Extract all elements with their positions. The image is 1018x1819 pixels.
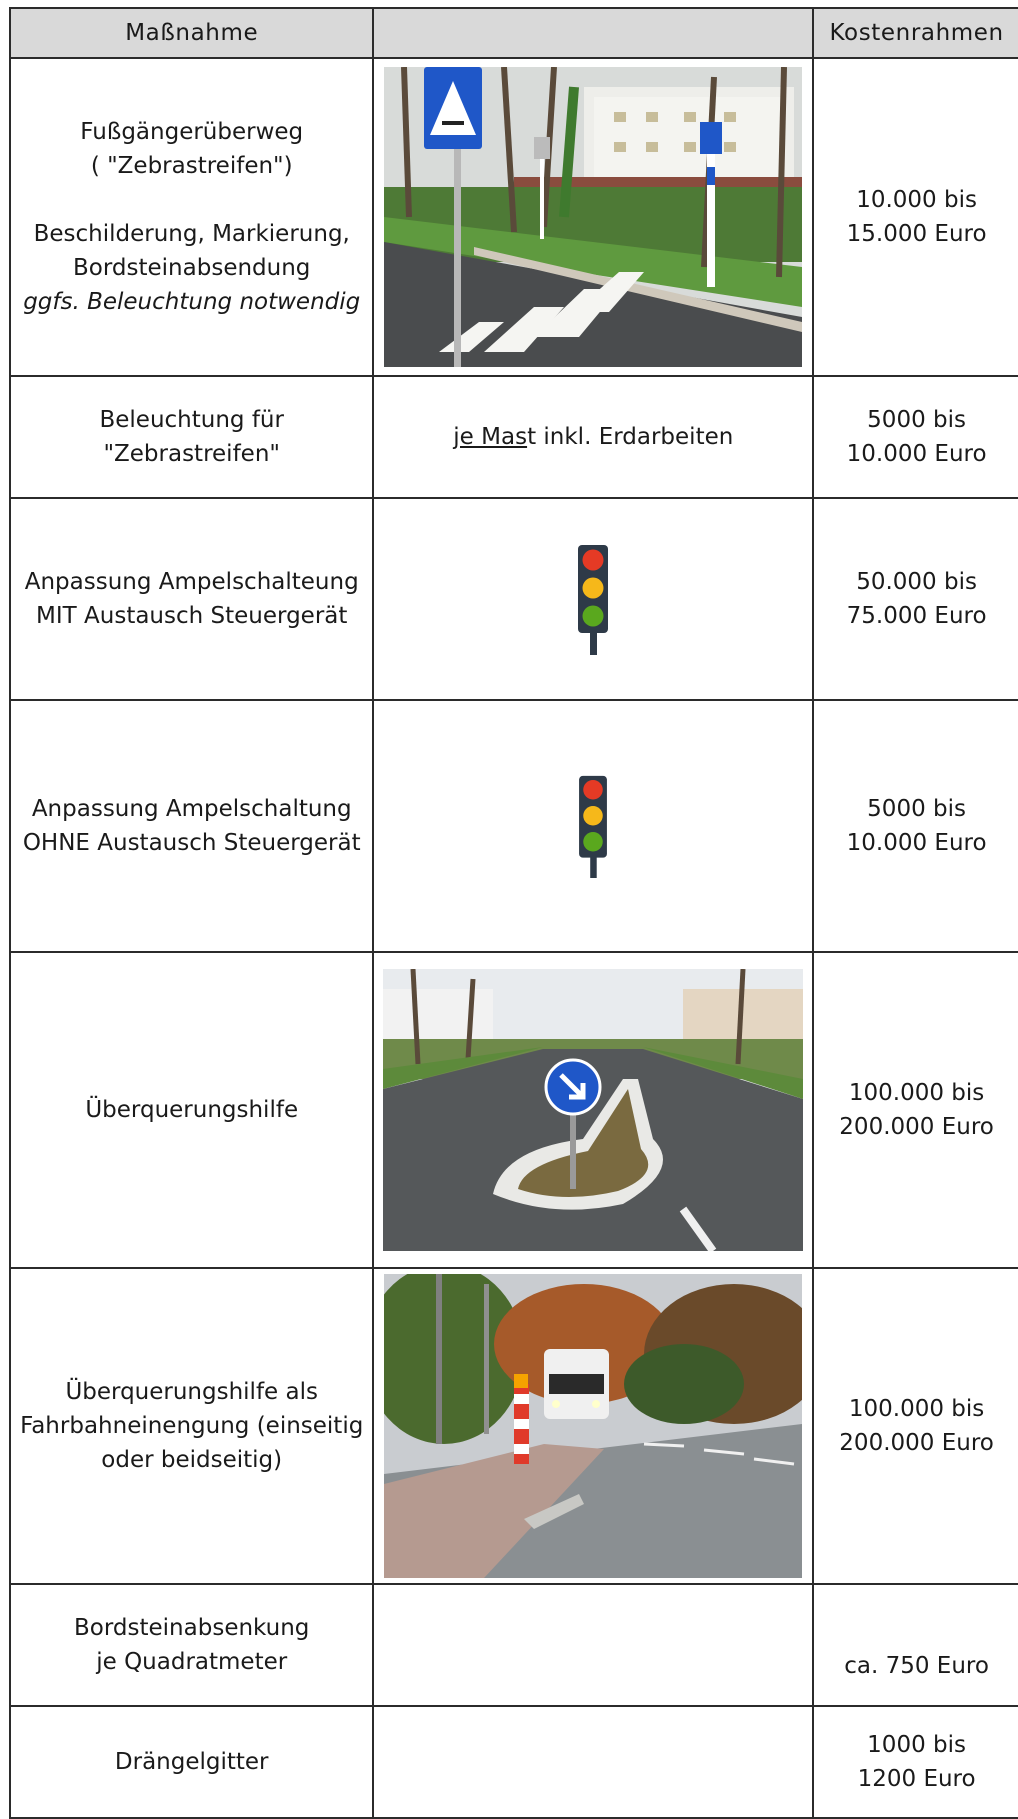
cost-cell (813, 498, 1018, 700)
traffic-light-icon (577, 774, 609, 878)
image-cell (373, 1268, 813, 1584)
cost-text: 200.000 Euro (839, 1430, 994, 1456)
traffic-light-icon (577, 543, 609, 655)
photo-zebra-crossing (384, 67, 802, 367)
photo-traffic-island (383, 969, 803, 1251)
table-row (10, 700, 1018, 952)
measure-text: Bordsteinabsendung (73, 255, 311, 281)
measure-text: ( "Zebrastreifen") (90, 153, 293, 179)
cost-table (9, 7, 1018, 1819)
measure-cell (10, 700, 373, 952)
cost-text: 1000 bis (867, 1732, 966, 1758)
table-row (10, 58, 1018, 376)
cost-text: 15.000 Euro (846, 221, 987, 247)
cost-text: 100.000 bis (848, 1396, 985, 1422)
measure-cell (10, 376, 373, 498)
image-cell (373, 58, 813, 376)
cost-text: 100.000 bis (848, 1080, 985, 1106)
table-row (10, 1584, 1018, 1706)
cost-text: 200.000 Euro (839, 1114, 994, 1140)
measure-text: Überquerungshilfe als (65, 1379, 318, 1405)
cost-text: 10.000 bis (856, 187, 977, 213)
table-row (10, 1706, 1018, 1818)
cost-text: 50.000 bis (856, 569, 977, 595)
note-underlined: je Mas (453, 424, 528, 450)
cost-cell (813, 1268, 1018, 1584)
measure-cell (10, 1268, 373, 1584)
note-cell (373, 376, 813, 498)
header-image-column (373, 8, 813, 58)
cost-text: 1200 Euro (857, 1766, 976, 1792)
cost-text: 10.000 Euro (846, 441, 987, 467)
measure-text: Fahrbahneinengung (einseitig (20, 1413, 364, 1439)
measure-text: Drängelgitter (114, 1749, 269, 1775)
measure-text: OHNE Austausch Steuergerät (22, 830, 361, 856)
table-row (10, 376, 1018, 498)
measure-text: Bordsteinabsenkung (74, 1615, 310, 1641)
measure-cell (10, 1706, 373, 1818)
photo-road-narrowing (384, 1274, 802, 1578)
header-kostenrahmen: Kostenrahmen (813, 8, 1018, 58)
measure-note-italic: ggfs. Beleuchtung notwendig (23, 289, 361, 315)
measure-cell (10, 952, 373, 1268)
empty-cell (373, 1706, 813, 1818)
measure-text: Beleuchtung für (99, 407, 284, 433)
cost-text: 75.000 Euro (846, 603, 987, 629)
measure-cell (10, 58, 373, 376)
measure-text: Anpassung Ampelschalteung (24, 569, 359, 595)
image-cell (373, 952, 813, 1268)
measure-cell (10, 1584, 373, 1706)
measure-text: MIT Austausch Steuergerät (36, 603, 348, 629)
measure-text: je Quadratmeter (96, 1649, 288, 1675)
measure-text: Anpassung Ampelschaltung (31, 796, 352, 822)
table-header-row (10, 8, 1018, 58)
cost-text: 5000 bis (867, 407, 966, 433)
empty-cell (373, 1584, 813, 1706)
table-row (10, 498, 1018, 700)
cost-cell (813, 58, 1018, 376)
cost-cell (813, 700, 1018, 952)
image-cell (373, 700, 813, 952)
cost-cell (813, 1706, 1018, 1818)
image-cell (373, 498, 813, 700)
note-text: t inkl. Erdarbeiten (527, 424, 734, 450)
measure-cell (10, 498, 373, 700)
table-row (10, 1268, 1018, 1584)
table-row (10, 952, 1018, 1268)
measure-text: "Zebrastreifen" (103, 441, 280, 467)
cost-cell (813, 1584, 1018, 1706)
cost-text: 5000 bis (867, 796, 966, 822)
measure-text: Fußgängerüberweg (80, 119, 304, 145)
measure-text: Überquerungshilfe (85, 1097, 299, 1123)
measure-text: Beschilderung, Markierung, (33, 221, 350, 247)
measure-text: oder beidseitig) (101, 1447, 283, 1473)
cost-text: 10.000 Euro (846, 830, 987, 856)
cost-cell (813, 376, 1018, 498)
header-massnahme: Maßnahme (10, 8, 373, 58)
cost-cell (813, 952, 1018, 1268)
cost-text: ca. 750 Euro (844, 1653, 989, 1679)
